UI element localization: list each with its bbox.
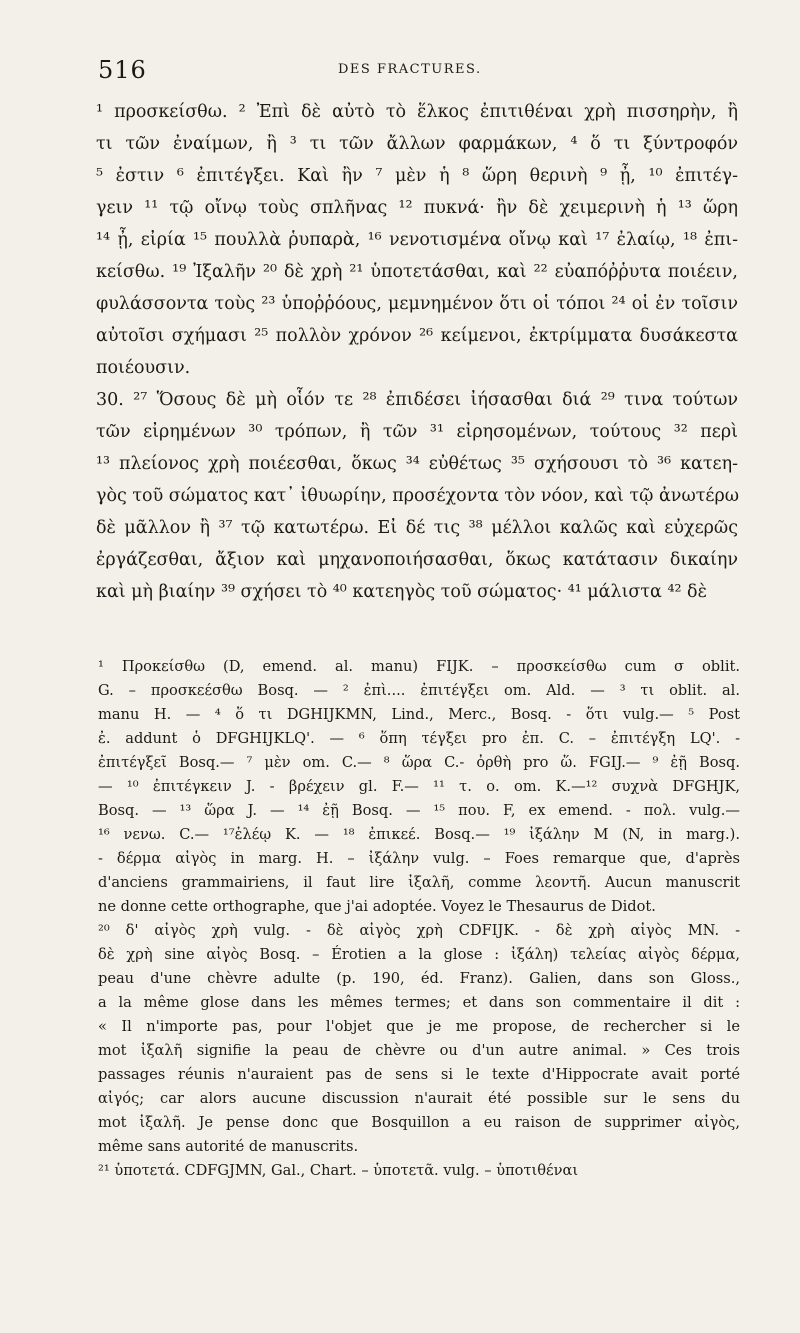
text-line: αὐτοῖσι σχήμασι ²⁵ πολλὸν χρόνον ²⁶ κείμενοι, ἐκτρίμματα δυσάκεστα [96,326,738,346]
footnote-line: ¹ Προκείσθω (D, emend. al. manu) FIJK. – προσκείσθω cum σ oblit. [98,658,740,675]
footnote-line: ne donne cette orthographe, que j'ai adoptée. Voyez le Thesaurus de Didot. [98,898,656,915]
footnote-line: mot ἰξαλῆ signifie la peau de chèvre ou d'un autre animal. » Ces trois [98,1042,740,1059]
text-line: γειν ¹¹ τῷ οἴνῳ τοὺς σπλῆνας ¹² πυκνά· ἢν δὲ χειμερινὴ ἡ ¹³ ὥρη [96,198,738,218]
footnote-line: — ¹⁰ ἐπιτέγκειν J. - βρέχειν gl. F.— ¹¹ τ. ο. om. K.—¹² συχνὰ DFGHJK, [98,778,740,795]
footnote-line: ἐπιτέγξεῖ Bosq.— ⁷ μὲν om. C.— ⁸ ὥρα C.- ὀρθὴ pro ὥ. FGIJ.— ⁹ ἐῇ Bosq. [98,754,740,771]
footnote-line: a la même glose dans les mêmes termes; et dans son commentaire il dit : [98,994,740,1011]
text-line: ἐργάζεσθαι, ἄξιον καὶ μηχανοποιήσασθαι, ὅκως κατάτασιν δικαίην [96,550,738,570]
footnote-line: même sans autorité de manuscrits. [98,1138,359,1155]
text-line: κείσθω. ¹⁹ Ἰξαλῆν ²⁰ δὲ χρὴ ²¹ ὑποτετάσθαι, καὶ ²² εὐαπόῤῥυτα ποιέειν, [96,262,738,282]
text-line: τι τῶν ἐναίμων, ἢ ³ τι τῶν ἄλλων φαρμάκων, ⁴ ὅ τι ξύντροφόν [96,134,738,154]
footnote-line: Bosq. — ¹³ ὥρα J. — ¹⁴ ἐῇ Bosq. — ¹⁵ πoυ. F, ex emend. - πολ. vulg.— [98,802,740,819]
text-line: ¹⁴ ᾖ, εἰρία ¹⁵ πουλλὰ ῥυπαρὰ, ¹⁶ νενοτισμένα οἴνῳ καὶ ¹⁷ ἐλαίῳ, ¹⁸ ἐπι- [96,230,738,250]
text-line: 30. ²⁷ Ὅσους δὲ μὴ οἷόν τε ²⁸ ἐπιδέσει ἰήσασθαι διά ²⁹ τινα τούτων [96,390,738,410]
page-header [98,56,738,84]
footnote-line: manu H. — ⁴ ὅ τι DGHIJKMN, Lind., Merc., Bosq. - ὅτι vulg.— ⁵ Post [98,706,740,723]
footnote-line: ²¹ ὑποτετά. CDFGJMN, Gal., Chart. – ὑποτετᾶ. vulg. – ὑποτιθέναι [98,1162,579,1179]
footnote-line: αἰγός; car alors aucune discussion n'aurait été possible sur le sens du [98,1090,740,1107]
footnote-line: G. – προσκεέσθω Bosq. — ² ἐπὶ.... ἐπιτέγξει om. Ald. — ³ τι oblit. al. [98,682,740,699]
text-line: τῶν εἰρημένων ³⁰ τρόπων, ἢ τῶν ³¹ εἰρησομένων, τούτους ³² περὶ [96,422,738,442]
footnotes [98,655,740,1183]
greek-body-text [96,96,738,608]
page-number: 516 [98,56,147,84]
footnote-line: ἐ. addunt ὁ DFGHIJKLQ'. — ⁶ ὅπη τέγξει pro ἐπ. C. – ἐπιτέγξη LQ'. - [98,730,740,747]
footnote-line: « Il n'importe pas, pour l'objet que je me propose, de rechercher si le [98,1018,740,1035]
footnote-line: δὲ χρὴ sine αἰγὸς Bosq. – Érotien a la glose : ἰξάλη) τελείας αἰγὸς δέρμα, [98,946,740,963]
footnote-line: d'anciens grammairiens, il faut lire ἰξαλῆ, comme λεοντῆ. Aucun manuscrit [98,874,740,891]
text-line: γὸς τοῦ σώματος κατ᾽ ἰθυωρίην, προσέχοντα τὸν νόον, καὶ τῷ ἀνωτέρω [96,486,740,506]
text-line: δὲ μᾶλλον ἢ ³⁷ τῷ κατωτέρω. Εἰ δέ τις ³⁸ μέλλοι καλῶς καὶ εὐχερῶς [96,518,738,538]
footnote-line: passages réunis n'auraient pas de sens si le texte d'Hippocrate avait porté [98,1066,740,1083]
text-line: ⁵ ἐστιν ⁶ ἐπιτέγξει. Καὶ ἢν ⁷ μὲν ἡ ⁸ ὥρη θερινὴ ⁹ ᾖ, ¹⁰ ἐπιτέγ- [96,166,738,186]
text-line: φυλάσσοντα τοὺς ²³ ὑποῤῥόους, μεμνημένον ὅτι οἱ τόποι ²⁴ οἱ ἐν τοῖσιν [96,294,738,314]
footnote-line: ¹⁶ νενω. C.— ¹⁷ἐλέῳ K. — ¹⁸ ἐπικεέ. Bosq.— ¹⁹ ἰξάλην M (N, in marg.). [98,826,740,843]
footnote-line: - δέρμα αἰγὸς in marg. H. – ἰξάλην vulg. – Foes remarque que, d'après [98,850,740,867]
text-line: ¹³ πλείονος χρὴ ποιέεσθαι, ὅκως ³⁴ εὐθέτως ³⁵ σχήσουσι τὸ ³⁶ κατεη- [96,454,738,474]
running-title: DES FRACTURES. [338,62,482,77]
footnote-line: mot ἰξαλῆ. Je pense donc que Bosquillon a eu raison de supprimer αἰγὸς, [98,1114,740,1131]
text-line: καὶ μὴ βιαίην ³⁹ σχήσει τὸ ⁴⁰ κατεηγὸς τοῦ σώματος· ⁴¹ μάλιστα ⁴² δὲ [96,582,707,602]
footnote-line: peau d'une chèvre adulte (p. 190, éd. Franz). Galien, dans son Gloss., [98,970,740,987]
text-line: ποιέουσιν. [96,358,191,378]
footnote-line: ²⁰ δ' αἰγὸς χρὴ vulg. - δὲ αἰγὸς χρὴ CDFIJK. - δὲ χρὴ αἰγὸς MN. - [98,922,740,939]
text-line: ¹ προσκείσθω. ² Ἐπὶ δὲ αὐτὸ τὸ ἕλκος ἐπιτιθέναι χρὴ πισσηρὴν, ἢ [96,102,738,122]
